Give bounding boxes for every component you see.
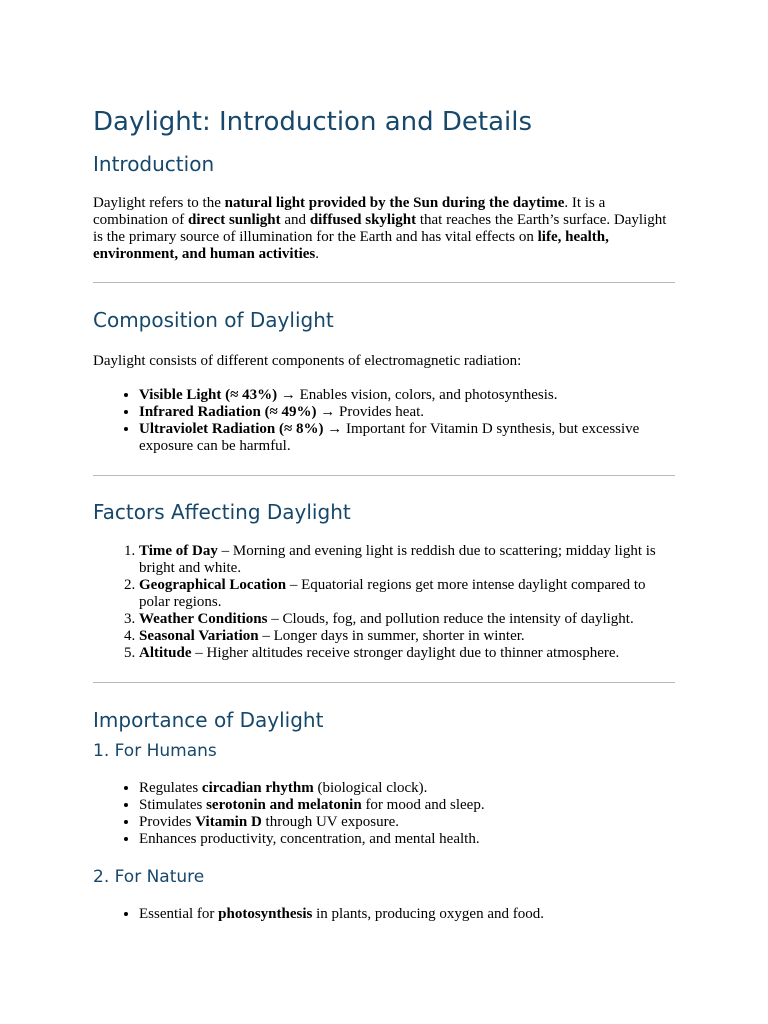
text-run: . xyxy=(315,246,319,262)
text-run: → Provides heat. xyxy=(316,404,425,420)
bold-run: photosynthesis xyxy=(218,906,313,922)
heading-composition: Composition of Daylight xyxy=(93,308,334,332)
bold-run: Altitude xyxy=(139,645,192,661)
divider xyxy=(93,282,675,283)
text-run: through UV exposure. xyxy=(261,814,399,830)
list-item xyxy=(139,611,675,628)
text-run: – Morning and evening light is reddish due to scattering; midday light is bright and white. xyxy=(139,543,656,576)
list-item xyxy=(139,404,675,421)
list-item xyxy=(139,797,675,814)
list-item xyxy=(139,780,675,797)
bold-run: Geographical Location xyxy=(139,577,287,593)
text-run: – Clouds, fog, and pollution reduce the intensity of daylight. xyxy=(267,611,634,627)
list-item xyxy=(139,387,675,404)
text-run: – Longer days in summer, shorter in winter. xyxy=(258,628,525,644)
text-run: Regulates xyxy=(139,780,202,796)
bold-run: circadian rhythm xyxy=(201,780,314,796)
composition-lead: Daylight consists of different components of electromagnetic radiation: xyxy=(93,353,522,369)
list-item xyxy=(139,543,675,577)
bold-run: life, health, environment, and human activities xyxy=(93,229,609,262)
bold-run: natural light provided by the Sun during the daytime xyxy=(224,195,565,211)
list-item xyxy=(139,577,675,611)
nature-list xyxy=(93,906,675,923)
bold-run: serotonin and melatonin xyxy=(206,797,362,813)
text-run: (biological clock). xyxy=(313,780,428,796)
text-run: Essential for xyxy=(139,906,219,922)
list-item xyxy=(139,906,675,923)
text-run: that reaches the Earth’s surface. Daylight is the primary source of illumination for the Earth and has vital effects on xyxy=(93,212,667,245)
composition-list xyxy=(93,387,675,455)
text-run: for mood and sleep. xyxy=(361,797,485,813)
text-run: . It is a combination of xyxy=(93,195,606,228)
divider xyxy=(93,682,675,683)
text-run: in plants, producing oxygen and food. xyxy=(312,906,544,922)
text-run: – Equatorial regions get more intense daylight compared to polar regions. xyxy=(139,577,646,610)
heading-factors: Factors Affecting Daylight xyxy=(93,500,351,524)
list-item xyxy=(139,628,675,645)
bold-run: direct sunlight xyxy=(187,212,281,228)
bold-run: Visible Light (≈ 43%) xyxy=(139,387,278,403)
bold-run: Infrared Radiation (≈ 49%) xyxy=(139,404,317,420)
bold-run: Seasonal Variation xyxy=(139,628,259,644)
text-run: – Higher altitudes receive stronger daylight due to thinner atmosphere. xyxy=(191,645,620,661)
bold-run: Vitamin D xyxy=(195,814,262,830)
list-item xyxy=(139,645,675,662)
text-run: Provides xyxy=(139,814,196,830)
document-content xyxy=(93,104,675,923)
heading-for-humans: 1. For Humans xyxy=(93,741,217,761)
page-title: Daylight: Introduction and Details xyxy=(93,107,533,137)
heading-importance: Importance of Daylight xyxy=(93,708,324,732)
bold-run: diffused skylight xyxy=(309,212,417,228)
text-run: Enhances productivity, concentration, and mental health. xyxy=(139,831,480,847)
list-item xyxy=(139,831,675,848)
list-item xyxy=(139,814,675,831)
list-item xyxy=(139,421,675,455)
text-run: → Important for Vitamin D synthesis, but excessive exposure can be harmful. xyxy=(139,421,640,454)
humans-list xyxy=(93,780,675,848)
text-run: Stimulates xyxy=(139,797,207,813)
intro-paragraph xyxy=(93,195,675,263)
text-run: and xyxy=(280,212,310,228)
factors-list xyxy=(93,543,675,662)
bold-run: Weather Conditions xyxy=(139,611,268,627)
bold-run: Time of Day xyxy=(139,543,218,559)
text-run: Daylight refers to the xyxy=(93,195,225,211)
text-run: → Enables vision, colors, and photosynthesis. xyxy=(277,387,558,403)
divider xyxy=(93,475,675,476)
bold-run: Ultraviolet Radiation (≈ 8%) xyxy=(139,421,324,437)
heading-introduction: Introduction xyxy=(93,152,215,176)
heading-for-nature: 2. For Nature xyxy=(93,867,205,887)
